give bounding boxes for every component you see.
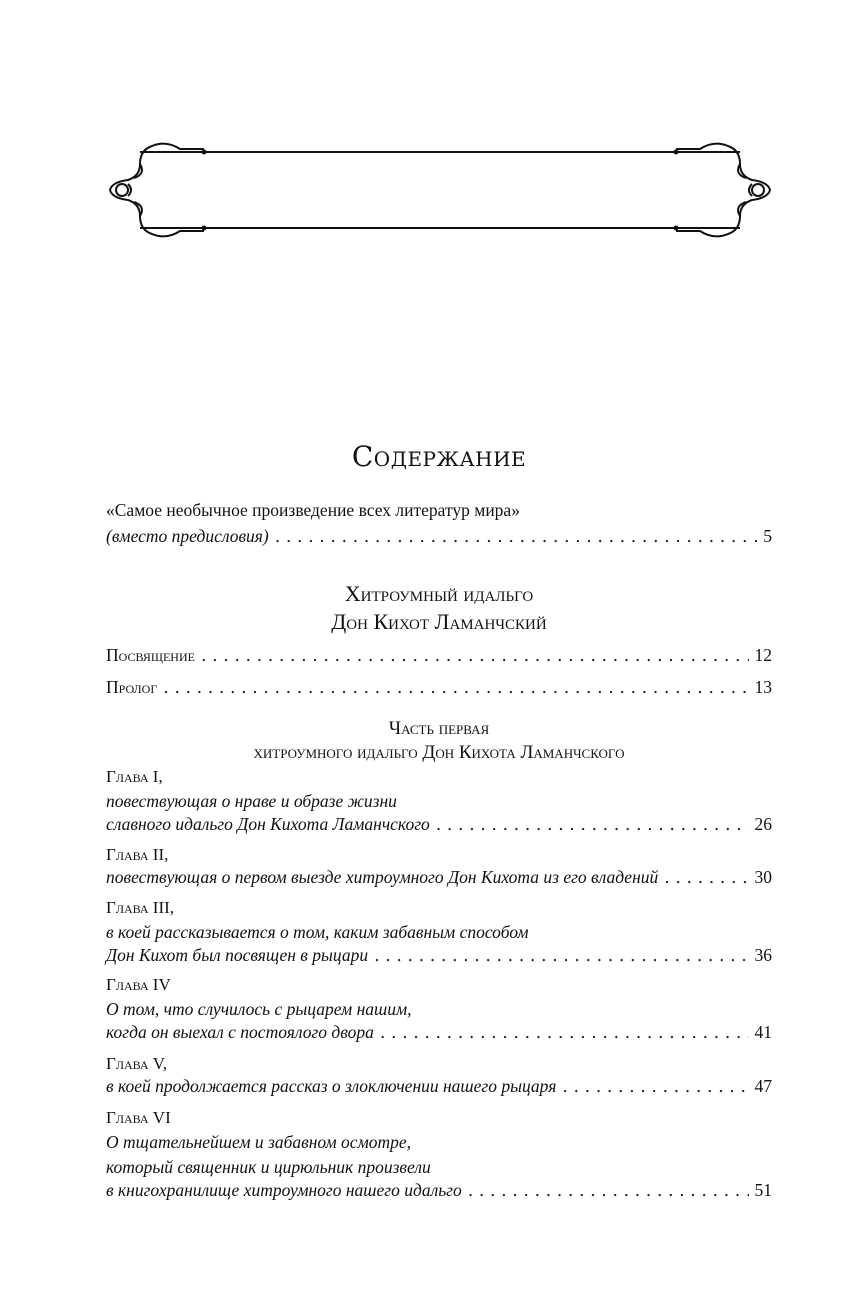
chapter-subtitle: в коей рассказывается о том, каким забавным способом xyxy=(106,922,529,942)
part-heading-line: хитроумного идальго Дон Кихота Ламанчского xyxy=(253,742,625,763)
chapter-heading: Глава II, xyxy=(106,845,169,864)
toc-entry-chapter-2[interactable] xyxy=(106,843,772,893)
leader-dots xyxy=(562,1077,748,1097)
leader-dots xyxy=(380,1023,749,1043)
page-number: 12 xyxy=(754,645,772,665)
chapter-heading: Глава IV xyxy=(106,975,171,994)
toc-line xyxy=(106,867,772,893)
toc-line xyxy=(106,645,772,671)
chapter-heading: Глава VI xyxy=(106,1108,171,1127)
toc-line xyxy=(106,500,772,526)
toc-entry-chapter-3[interactable] xyxy=(106,896,772,971)
chapter-heading: Глава III, xyxy=(106,898,175,917)
chapter-subtitle: О тщательнейшем и забавном осмотре, xyxy=(106,1132,412,1152)
page-number: 36 xyxy=(754,945,772,965)
toc-entry-text: Посвящение xyxy=(106,645,195,665)
page-number: 47 xyxy=(754,1076,772,1096)
part-heading xyxy=(106,717,772,765)
page-number: 13 xyxy=(754,677,772,697)
page-number: 30 xyxy=(754,867,772,887)
toc-line xyxy=(106,945,772,971)
page-number: 41 xyxy=(754,1022,772,1042)
page-number: 5 xyxy=(763,526,772,546)
toc-entry-text: «Самое необычное произведение всех литератур мира» xyxy=(106,500,520,520)
toc-entry-dedication[interactable] xyxy=(106,645,772,671)
leader-dots xyxy=(374,946,748,966)
toc-line xyxy=(106,1076,772,1102)
toc-entry-intro[interactable] xyxy=(106,500,772,552)
book-title-line: Дон Кихот Ламанчский xyxy=(331,609,547,634)
chapter-heading: Глава I, xyxy=(106,767,163,786)
chapter-subtitle: повествующая о нраве и образе жизни xyxy=(106,791,397,811)
leader-dots xyxy=(436,815,749,835)
chapter-subtitle: когда он выехал с постоялого двора xyxy=(106,1022,374,1042)
toc-line xyxy=(106,1180,772,1206)
leader-dots xyxy=(468,1181,749,1201)
page-title: Содержание xyxy=(351,440,527,473)
toc-line xyxy=(106,1022,772,1048)
toc-entry-text: (вместо предисловия) xyxy=(106,526,269,546)
leader-dots xyxy=(275,527,757,547)
leader-dots xyxy=(664,868,748,888)
toc-entry-prologue[interactable] xyxy=(106,677,772,703)
chapter-subtitle: в коей продолжается рассказ о злоключении нашего рыцаря xyxy=(106,1076,557,1096)
book-title-line: Хитроумный идальго xyxy=(344,581,534,606)
chapter-heading: Глава V, xyxy=(106,1054,168,1073)
page-number: 51 xyxy=(754,1180,772,1200)
toc-entry-chapter-5[interactable] xyxy=(106,1052,772,1102)
toc-entry-chapter-1[interactable] xyxy=(106,765,772,840)
leader-dots xyxy=(163,678,748,698)
toc-line xyxy=(106,677,772,703)
toc-line xyxy=(106,814,772,840)
book-title xyxy=(106,580,772,636)
toc-line xyxy=(106,526,772,552)
toc-entry-chapter-6[interactable] xyxy=(106,1106,772,1206)
ornamental-frame xyxy=(100,140,780,240)
chapter-subtitle: который священник и цирюльник произвели xyxy=(106,1157,431,1177)
part-heading-line: Часть первая xyxy=(388,718,490,739)
page-number: 26 xyxy=(754,814,772,834)
chapter-subtitle: славного идальго Дон Кихота Ламанчского xyxy=(106,814,430,834)
chapter-subtitle: Дон Кихот был посвящен в рыцари xyxy=(106,945,369,965)
toc-entry-chapter-4[interactable] xyxy=(106,973,772,1048)
chapter-subtitle: повествующая о первом выезде хитроумного Дон Кихота из его владений xyxy=(106,867,659,887)
toc-entry-text: Пролог xyxy=(106,677,158,697)
leader-dots xyxy=(201,646,749,666)
chapter-subtitle: в книгохранилище хитроумного нашего идальго xyxy=(106,1180,462,1200)
chapter-subtitle: О том, что случилось с рыцарем нашим, xyxy=(106,999,412,1019)
